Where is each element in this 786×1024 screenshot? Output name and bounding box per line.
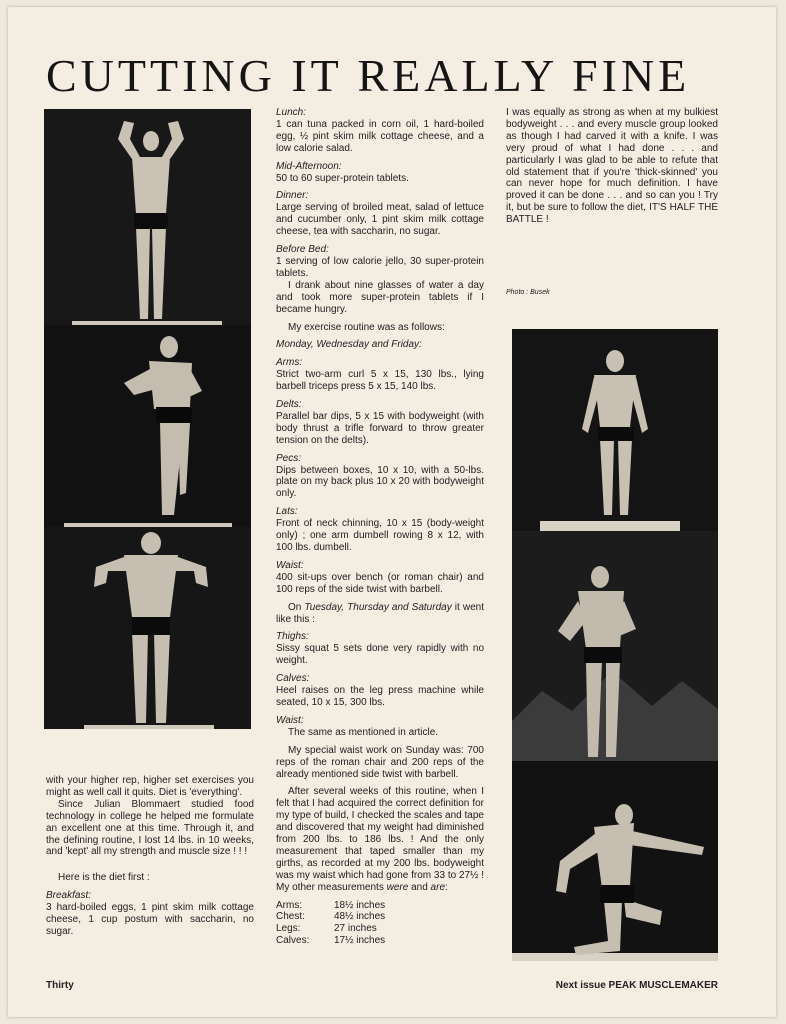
measurement-label: Arms: — [276, 899, 303, 911]
breakfast-heading: Breakfast: — [46, 890, 92, 902]
arms-heading: Arms: — [276, 357, 303, 369]
routine-intro: My exercise routine was as follows: — [288, 321, 445, 333]
magazine-page — [8, 7, 776, 1017]
lats-heading: Lats: — [276, 506, 298, 518]
measurements-list — [276, 900, 484, 948]
lunch-heading: Lunch: — [276, 107, 307, 118]
photo-front-relaxed — [512, 329, 718, 531]
photo-side-chest — [44, 325, 251, 527]
delts-text: Parallel bar dips, 5 x 15 with bodyweight (with body thrust a trifle forward to throw greater tension on the delts). — [276, 410, 484, 446]
measurement-value: 48½ inches — [334, 911, 386, 923]
waist-text: 400 sit-ups over bench (or roman chair) and 100 reps of the side twist with barbell. — [276, 571, 484, 595]
lunch-text: 1 can tuna packed in corn oil, 1 hard-boiled egg, ½ pint skim milk cottage cheese, and a low calorie salad. — [276, 118, 484, 154]
pecs-text: Dips between boxes, 10 x 10, with a 50-lbs. plate on my back plus 10 x 20 with bodyweight only. — [276, 464, 484, 500]
thighs-heading: Thighs: — [276, 631, 309, 643]
measurement-label: Legs: — [276, 923, 301, 935]
mid-afternoon-text: 50 to 60 super-protein tablets. — [276, 172, 409, 184]
arms-text: Strict two-arm curl 5 x 15, 130 lbs., lying barbell triceps press 5 x 15, 140 lbs. — [276, 369, 484, 393]
page-number: Thirty — [46, 980, 74, 991]
mid-afternoon-heading: Mid-Afternoon: — [276, 160, 342, 172]
days-heading-2: On Tuesday, Thursday and Saturday it went like this : — [276, 601, 484, 625]
photo-kneeling-pose — [512, 761, 718, 961]
calves-text: Heel raises on the leg press machine while seated, 10 x 15, 300 lbs. — [276, 685, 484, 708]
column-2 — [276, 107, 484, 947]
lats-text: Front of neck chinning, 10 x 15 (body-weight only) ; one arm dumbell rowing 8 x 12, with 100 lbs. dumbell. — [276, 518, 484, 553]
calves-heading: Calves: — [276, 673, 310, 685]
column-3 — [506, 107, 718, 226]
para-intro-end: with your higher rep, higher set exercises you might as well call it quits. Diet is 'everything'. — [46, 775, 254, 798]
measurement-label: Chest: — [276, 911, 305, 923]
pecs-heading: Pecs: — [276, 452, 302, 464]
waist-heading: Waist: — [276, 559, 304, 571]
waist2-text: The same as mentioned in article. — [288, 726, 439, 738]
measurement-value: 17½ inches — [334, 935, 386, 947]
dinner-heading: Dinner: — [276, 190, 309, 202]
photo-double-biceps — [44, 109, 251, 325]
conclusion-text: I was equally as strong as when at my bulkiest bodyweight . . . and every muscle group looked as though I had carved it with a knife. I was very proud of what I had done . . . and particularly I was glad to be able to refute that old statement that if you're 'thick-skinned' you can never hope for much definition. I have proved it can be done . . . and so can you ! Try it, but be sure to follow the diet, IT'S HALF THE BATTLE ! — [506, 107, 718, 226]
photo-side-chest-mountains — [512, 531, 718, 761]
measurement-label: Calves: — [276, 935, 310, 947]
next-issue-note: Next issue PEAK MUSCLEMAKER — [555, 980, 718, 991]
breakfast-text: 3 hard-boiled eggs, 1 pint skim milk cottage cheese, 1 cup postum with saccharin, no sugar. — [46, 902, 254, 937]
before-bed-heading: Before Bed: — [276, 244, 329, 256]
results-text: After several weeks of this routine, when I felt that I had acquired the correct definition for my type of build, I checked the scales and tape and discovered that my weight had diminished from 200 lbs. to 186 lbs. ! And the only measurement that taped smaller than my girths, as recorded at my 200 lbs. bodyweight was my waist which had gone from 33 to 27½ ! My other measurements were and are: — [276, 786, 484, 893]
measurement-value: 18½ inches — [334, 899, 386, 911]
para-blommaert: Since Julian Blommaert studied food technology in college he helped me formulate an excellent one at this time. Through it, and the defining routine, I lost 14 lbs. in 10 weeks, and 'kept' all my strength and muscle size ! ! ! — [46, 798, 254, 858]
water-text: I drank about nine glasses of water a day and took more super-protein tablets if I became hungry. — [276, 279, 484, 315]
thighs-text: Sissy squat 5 sets done very rapidly with no weight. — [276, 643, 484, 667]
column-1 — [46, 775, 254, 938]
delts-heading: Delts: — [276, 399, 302, 411]
para-diet-intro: Here is the diet first : — [58, 872, 150, 884]
sunday-text: My special waist work on Sunday was: 700 reps of the roman chair and 200 reps of the already mentioned side twist with barbell. — [276, 744, 484, 780]
before-bed-text: 1 serving of low calorie jello, 30 super-protein tablets. — [276, 255, 484, 279]
waist2-heading: Waist: — [276, 714, 304, 726]
dinner-text: Large serving of broiled meat, salad of lettuce and cucumber only, 1 pint skim milk cottage cheese, tea with saccharin, no sugar. — [276, 202, 484, 238]
measurement-value: 27 inches — [334, 923, 377, 935]
article-title: CUTTING IT REALLY FINE — [46, 50, 691, 101]
photo-back-double-biceps — [44, 527, 251, 729]
days-heading-1: Monday, Wednesday and Friday: — [276, 339, 422, 351]
photo-credit: Photo : Busek — [506, 289, 550, 296]
